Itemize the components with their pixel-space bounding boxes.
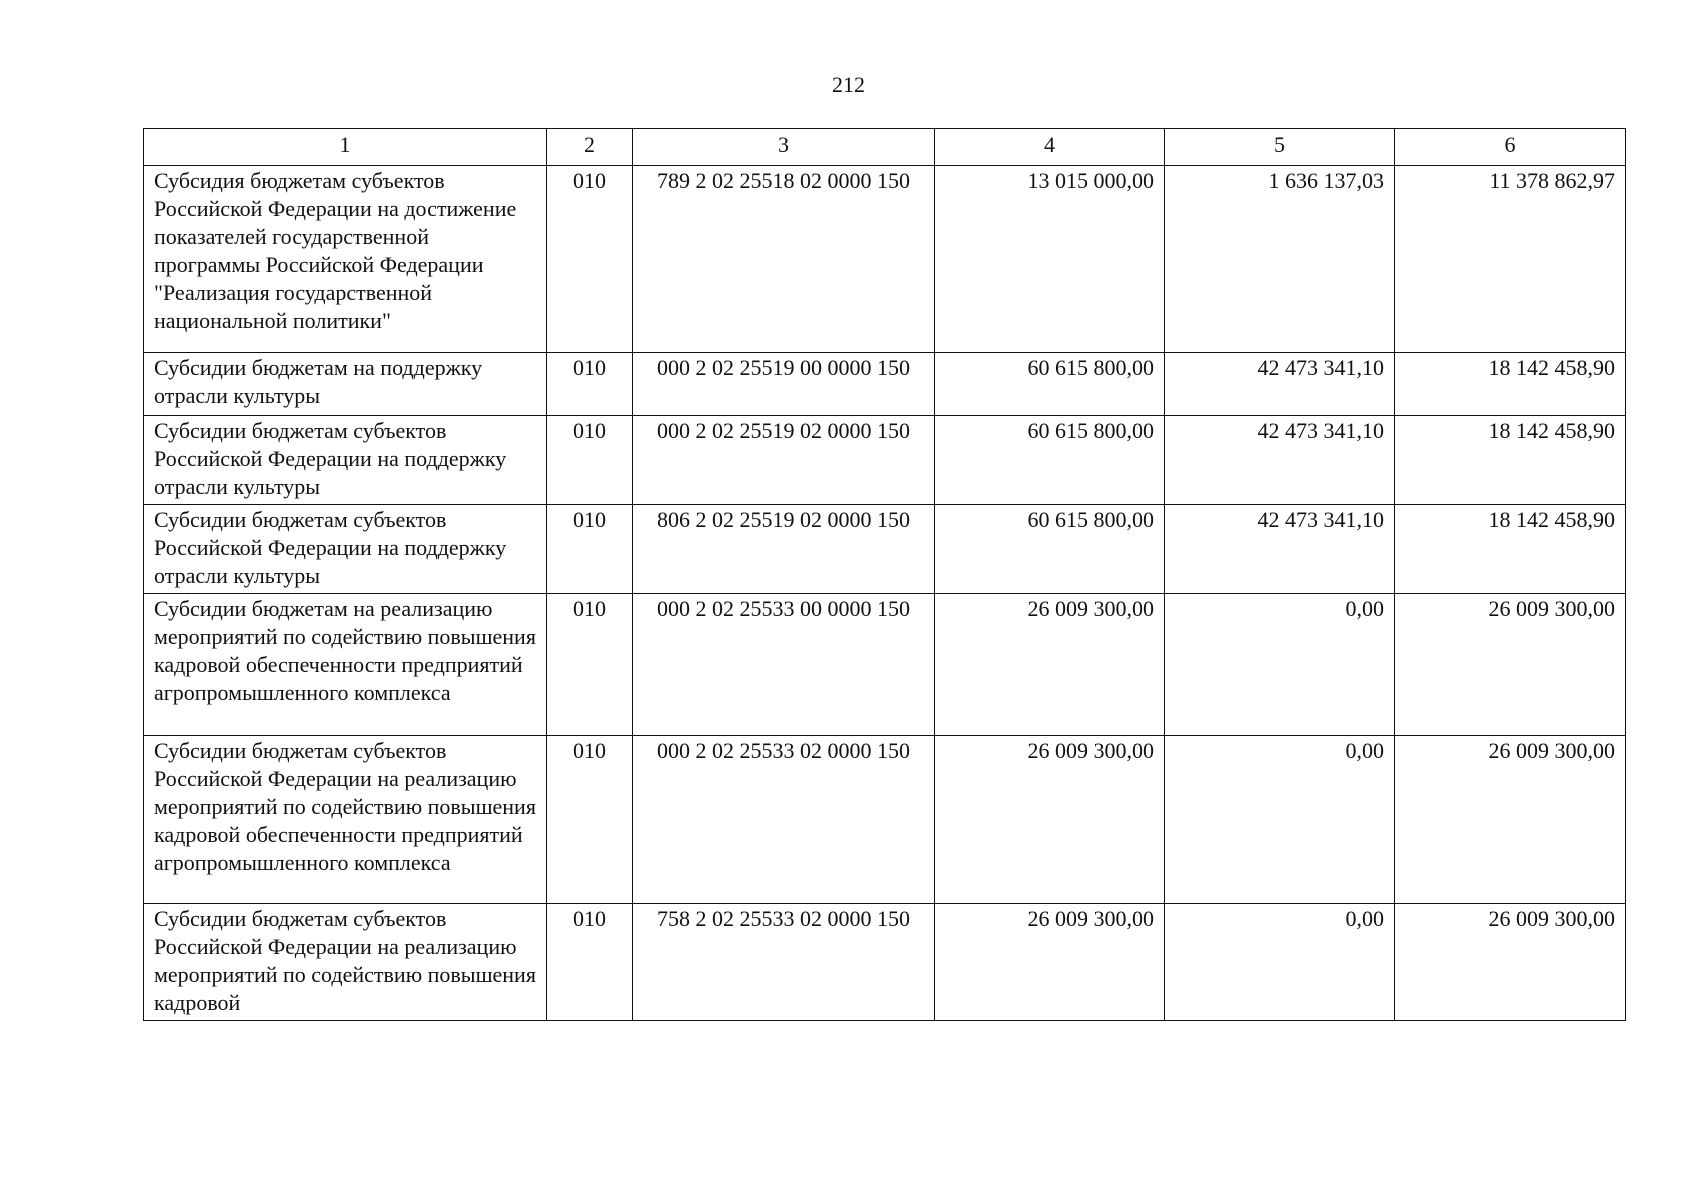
row-name-cell: Субсидии бюджетам субъектов Российской Федерации на реализацию мероприятий по содействию повышения кадровой: [144, 904, 547, 1021]
table-row: [144, 166, 1626, 353]
row-approved-cell: 26 009 300,00: [935, 904, 1165, 1021]
row-name-cell: Субсидии бюджетам на реализацию мероприятий по содействию повышения кадровой обеспеченности предприятий агропромышленного комплекса: [144, 594, 547, 736]
row-income-code-cell: 000 2 02 25519 02 0000 150: [633, 416, 935, 505]
row-unexecuted-cell: 18 142 458,90: [1395, 353, 1626, 416]
row-name-cell: Субсидия бюджетам субъектов Российской Федерации на достижение показателей государственной программы Российской Федерации "Реализация государственной национальной политики": [144, 166, 547, 353]
header-cell-2: 2: [547, 129, 633, 166]
budget-table: [143, 128, 1626, 1021]
row-unexecuted-cell: 18 142 458,90: [1395, 416, 1626, 505]
row-unexecuted-cell: 26 009 300,00: [1395, 904, 1626, 1021]
row-income-code-cell: 758 2 02 25533 02 0000 150: [633, 904, 935, 1021]
row-approved-cell: 60 615 800,00: [935, 416, 1165, 505]
row-executed-cell: 1 636 137,03: [1165, 166, 1395, 353]
row-unexecuted-cell: 18 142 458,90: [1395, 505, 1626, 594]
header-cell-3: 3: [633, 129, 935, 166]
row-income-code-cell: 806 2 02 25519 02 0000 150: [633, 505, 935, 594]
row-unexecuted-cell: 26 009 300,00: [1395, 736, 1626, 904]
row-executed-cell: 42 473 341,10: [1165, 505, 1395, 594]
page-number: 212: [832, 72, 865, 97]
row-income-code-cell: 000 2 02 25519 00 0000 150: [633, 353, 935, 416]
row-unexecuted-cell: 11 378 862,97: [1395, 166, 1626, 353]
table-header-row: [144, 129, 1626, 166]
row-line-code-cell: 010: [547, 416, 633, 505]
row-approved-cell: 13 015 000,00: [935, 166, 1165, 353]
row-line-code-cell: 010: [547, 594, 633, 736]
header-cell-1: 1: [144, 129, 547, 166]
row-line-code-cell: 010: [547, 736, 633, 904]
row-name-cell: Субсидии бюджетам субъектов Российской Федерации на поддержку отрасли культуры: [144, 416, 547, 505]
row-name-cell: Субсидии бюджетам на поддержку отрасли культуры: [144, 353, 547, 416]
row-approved-cell: 26 009 300,00: [935, 736, 1165, 904]
table-row: [144, 594, 1626, 736]
header-cell-4: 4: [935, 129, 1165, 166]
row-unexecuted-cell: 26 009 300,00: [1395, 594, 1626, 736]
header-cell-5: 5: [1165, 129, 1395, 166]
table-row: [144, 353, 1626, 416]
row-line-code-cell: 010: [547, 166, 633, 353]
row-line-code-cell: 010: [547, 353, 633, 416]
row-executed-cell: 0,00: [1165, 736, 1395, 904]
row-line-code-cell: 010: [547, 904, 633, 1021]
table-row: [144, 416, 1626, 505]
row-income-code-cell: 000 2 02 25533 00 0000 150: [633, 594, 935, 736]
row-executed-cell: 42 473 341,10: [1165, 416, 1395, 505]
table-row: [144, 505, 1626, 594]
row-income-code-cell: 000 2 02 25533 02 0000 150: [633, 736, 935, 904]
header-cell-6: 6: [1395, 129, 1626, 166]
table-row: [144, 904, 1626, 1021]
row-approved-cell: 60 615 800,00: [935, 353, 1165, 416]
row-name-cell: Субсидии бюджетам субъектов Российской Федерации на реализацию мероприятий по содействию повышения кадровой обеспеченности предприятий агропромышленного комплекса: [144, 736, 547, 904]
row-approved-cell: 60 615 800,00: [935, 505, 1165, 594]
row-approved-cell: 26 009 300,00: [935, 594, 1165, 736]
table-row: [144, 736, 1626, 904]
row-line-code-cell: 010: [547, 505, 633, 594]
row-income-code-cell: 789 2 02 25518 02 0000 150: [633, 166, 935, 353]
row-name-cell: Субсидии бюджетам субъектов Российской Федерации на поддержку отрасли культуры: [144, 505, 547, 594]
row-executed-cell: 0,00: [1165, 594, 1395, 736]
row-executed-cell: 0,00: [1165, 904, 1395, 1021]
row-executed-cell: 42 473 341,10: [1165, 353, 1395, 416]
